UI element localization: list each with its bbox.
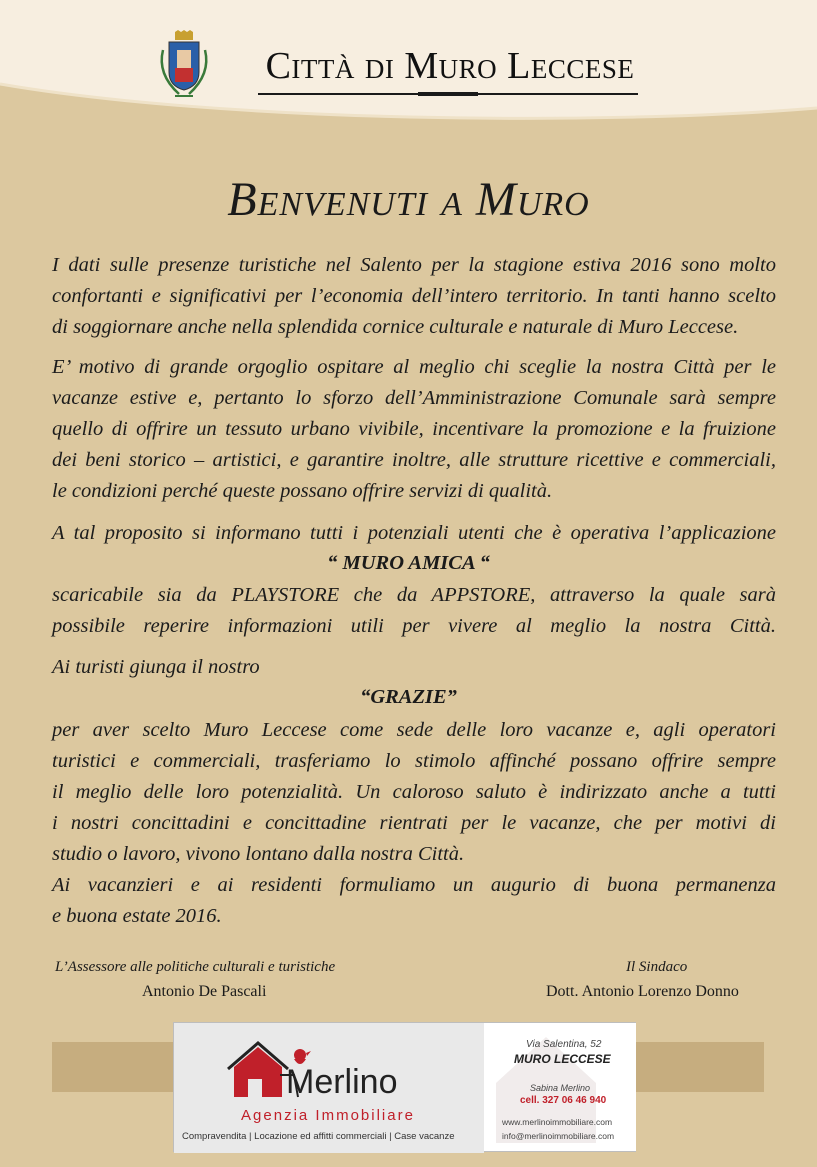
ad-contact-panel [486,1023,636,1151]
page-title: Benvenuti a Muro [227,173,590,226]
text-line: scaricabile sia da PLAYSTORE che da APPSTORE, attraverso la quale sarà [52,584,776,606]
text-line: confortanti e significativi per l’economia dell’intero territorio. In tanti hanno scelto [52,285,776,307]
ad-phone[interactable]: cell. 327 06 46 940 [520,1095,607,1106]
text-line: di soggiornare anche nella splendida cornice culturale e naturale di Muro Leccese. [52,316,739,338]
text-line: i nostri concittadini e concittadine rientrati per le vacanze, che per motivi di [52,812,776,834]
services-list: Compravendita | Locazione ed affitti commerciali | Case vacanze [182,1131,455,1142]
city-crest-icon [155,30,213,104]
text-line: E’ motivo di grande orgoglio ospitare al meglio chi sceglie la nostra Città per le [52,356,776,378]
mayor-role: Il Sindaco [626,959,688,975]
text-line: per aver scelto Muro Leccese come sede delle loro vacanze e, agli operatori [52,719,776,741]
text-line: I dati sulle presenze turistiche nel Salento per la stagione estiva 2016 sono molto [52,254,776,276]
app-name: “ MURO AMICA “ [327,552,490,574]
city-title: Città di Muro Leccese [265,45,635,87]
text-line: le condizioni perché queste possano offrire servizi di qualità. [52,480,553,502]
ad-city: MURO LECCESE [514,1052,611,1066]
text-line: studio o lavoro, vivono lontano dalla nostra Città. [52,843,465,865]
assessor-role: L’Assessore alle politiche culturali e turistiche [55,959,336,975]
text-line: il meglio delle loro potenzialità. Un caloroso saluto è indirizzato anche a tutti [52,781,776,803]
text-line: vacanze estive e, pertanto lo sforzo dell’Amministrazione Comunale sarà sempre [52,387,776,409]
text-line: quello di offrire un tessuto urbano vivibile, incentivare la promozione e la fruizione [52,418,776,440]
paragraph-3 [52,580,776,642]
assessor-name: Antonio De Pascali [142,983,267,1000]
text-line: possibile reperire informazioni utili per vivere al meglio la nostra Città. [52,615,776,637]
paragraph-1 [52,250,776,343]
text-line: Ai turisti giunga il nostro [52,656,260,678]
title-underline-accent [418,92,478,96]
text-line: A tal proposito si informano tutti i potenziali utenti che è operativa l’applicazione [52,522,776,544]
thanks-word: “GRAZIE” [360,686,457,708]
brand-subtitle: Agenzia Immobiliare [241,1107,415,1124]
ad-brand-panel [174,1023,484,1153]
text-line: Ai vacanzieri e ai residenti formuliamo un augurio di buona permanenza [52,874,776,896]
paragraph-2 [52,352,776,507]
ad-contact-name: Sabina Merlino [530,1083,591,1093]
mayor-name: Dott. Antonio Lorenzo Donno [546,983,739,1000]
paragraph-4-intro [52,652,776,683]
merlino-advertisement [173,1022,636,1152]
text-line: dei beni storico – artistici, e garantire inoltre, alle strutture ricettive e commerciali, [52,449,776,471]
ad-email[interactable]: info@merlinoimmobiliare.com [502,1131,615,1141]
text-line: e buona estate 2016. [52,905,222,927]
ad-address: Via Salentina, 52 [526,1039,602,1050]
text-line: turistici e commerciali, trasferiamo lo stimolo affinché possano offrire sempre [52,750,776,772]
paragraph-4 [52,715,776,932]
ad-website[interactable]: www.merlinoimmobiliare.com [502,1117,613,1127]
paragraph-3-intro [52,518,776,549]
brand-name: Merlino [286,1063,398,1101]
